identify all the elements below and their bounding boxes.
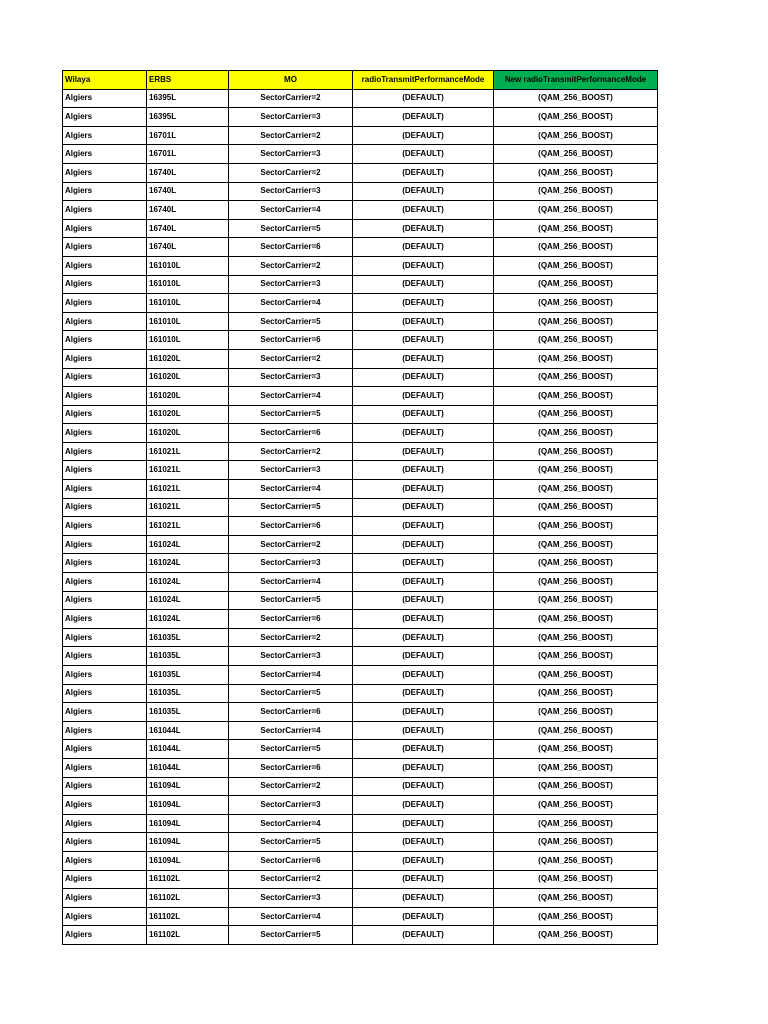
mo-cell[interactable]: SectorCarrier=4 bbox=[229, 907, 353, 926]
wilaya-cell[interactable]: Algiers bbox=[63, 480, 147, 499]
new-mode-cell[interactable]: (QAM_256_BOOST) bbox=[494, 108, 658, 127]
wilaya-cell[interactable]: Algiers bbox=[63, 591, 147, 610]
mode-cell[interactable]: (DEFAULT) bbox=[353, 442, 494, 461]
erbs-cell[interactable]: 16701L bbox=[147, 145, 229, 164]
mo-cell[interactable]: SectorCarrier=2 bbox=[229, 870, 353, 889]
table-row bbox=[63, 480, 658, 499]
erbs-cell[interactable]: 161035L bbox=[147, 628, 229, 647]
new-mode-cell[interactable]: (QAM_256_BOOST) bbox=[494, 666, 658, 685]
new-mode-cell[interactable]: (QAM_256_BOOST) bbox=[494, 796, 658, 815]
new-mode-cell[interactable]: (QAM_256_BOOST) bbox=[494, 442, 658, 461]
mode-cell[interactable]: (DEFAULT) bbox=[353, 517, 494, 536]
table-row bbox=[63, 740, 658, 759]
erbs-cell[interactable]: 161035L bbox=[147, 684, 229, 703]
mode-cell[interactable]: (DEFAULT) bbox=[353, 926, 494, 945]
new-mode-cell[interactable]: (QAM_256_BOOST) bbox=[494, 145, 658, 164]
table-row bbox=[63, 535, 658, 554]
mode-cell[interactable]: (DEFAULT) bbox=[353, 238, 494, 257]
table-row bbox=[63, 721, 658, 740]
wilaya-cell[interactable]: Algiers bbox=[63, 907, 147, 926]
mo-cell[interactable]: SectorCarrier=6 bbox=[229, 517, 353, 536]
table-row bbox=[63, 554, 658, 573]
new-mode-cell[interactable]: (QAM_256_BOOST) bbox=[494, 721, 658, 740]
mo-cell[interactable]: SectorCarrier=5 bbox=[229, 312, 353, 331]
wilaya-cell[interactable]: Algiers bbox=[63, 387, 147, 406]
new-mode-cell[interactable]: (QAM_256_BOOST) bbox=[494, 498, 658, 517]
new-mode-cell[interactable]: (QAM_256_BOOST) bbox=[494, 89, 658, 108]
table-row bbox=[63, 387, 658, 406]
mo-cell[interactable]: SectorCarrier=2 bbox=[229, 126, 353, 145]
wilaya-cell[interactable]: Algiers bbox=[63, 89, 147, 108]
new-mode-cell[interactable]: (QAM_256_BOOST) bbox=[494, 275, 658, 294]
wilaya-cell[interactable]: Algiers bbox=[63, 145, 147, 164]
wilaya-cell[interactable]: Algiers bbox=[63, 126, 147, 145]
table-row bbox=[63, 331, 658, 350]
mo-cell[interactable]: SectorCarrier=5 bbox=[229, 833, 353, 852]
new-mode-cell[interactable]: (QAM_256_BOOST) bbox=[494, 405, 658, 424]
mo-cell[interactable]: SectorCarrier=6 bbox=[229, 703, 353, 722]
mode-cell[interactable]: (DEFAULT) bbox=[353, 889, 494, 908]
wilaya-cell[interactable]: Algiers bbox=[63, 294, 147, 313]
mode-cell[interactable]: (DEFAULT) bbox=[353, 740, 494, 759]
table-row bbox=[63, 814, 658, 833]
wilaya-cell[interactable]: Algiers bbox=[63, 498, 147, 517]
header-erbs[interactable]: ERBS bbox=[147, 71, 229, 90]
wilaya-cell[interactable]: Algiers bbox=[63, 796, 147, 815]
table-row bbox=[63, 238, 658, 257]
table-row bbox=[63, 368, 658, 387]
table-row bbox=[63, 666, 658, 685]
mo-cell[interactable]: SectorCarrier=4 bbox=[229, 201, 353, 220]
mo-cell[interactable]: SectorCarrier=2 bbox=[229, 163, 353, 182]
mo-cell[interactable]: SectorCarrier=2 bbox=[229, 256, 353, 275]
new-mode-cell[interactable]: (QAM_256_BOOST) bbox=[494, 163, 658, 182]
erbs-cell[interactable]: 161021L bbox=[147, 498, 229, 517]
mo-cell[interactable]: SectorCarrier=2 bbox=[229, 442, 353, 461]
table-row bbox=[63, 628, 658, 647]
new-mode-cell[interactable]: (QAM_256_BOOST) bbox=[494, 907, 658, 926]
wilaya-cell[interactable]: Algiers bbox=[63, 517, 147, 536]
mode-cell[interactable]: (DEFAULT) bbox=[353, 480, 494, 499]
erbs-cell[interactable]: 161094L bbox=[147, 796, 229, 815]
erbs-cell[interactable]: 161024L bbox=[147, 610, 229, 629]
mode-cell[interactable]: (DEFAULT) bbox=[353, 256, 494, 275]
new-mode-cell[interactable]: (QAM_256_BOOST) bbox=[494, 628, 658, 647]
erbs-cell[interactable]: 161020L bbox=[147, 405, 229, 424]
mode-cell[interactable]: (DEFAULT) bbox=[353, 89, 494, 108]
wilaya-cell[interactable]: Algiers bbox=[63, 610, 147, 629]
table-row bbox=[63, 126, 658, 145]
mode-cell[interactable]: (DEFAULT) bbox=[353, 647, 494, 666]
wilaya-cell[interactable]: Algiers bbox=[63, 777, 147, 796]
wilaya-cell[interactable]: Algiers bbox=[63, 740, 147, 759]
table-row bbox=[63, 312, 658, 331]
erbs-cell[interactable]: 161021L bbox=[147, 517, 229, 536]
new-mode-cell[interactable]: (QAM_256_BOOST) bbox=[494, 480, 658, 499]
mode-cell[interactable]: (DEFAULT) bbox=[353, 814, 494, 833]
header-wilaya[interactable]: Wilaya bbox=[63, 71, 147, 90]
header-row bbox=[63, 71, 658, 90]
new-mode-cell[interactable]: (QAM_256_BOOST) bbox=[494, 554, 658, 573]
new-mode-cell[interactable]: (QAM_256_BOOST) bbox=[494, 851, 658, 870]
mode-cell[interactable]: (DEFAULT) bbox=[353, 387, 494, 406]
new-mode-cell[interactable]: (QAM_256_BOOST) bbox=[494, 814, 658, 833]
table-row bbox=[63, 89, 658, 108]
erbs-cell[interactable]: 161020L bbox=[147, 368, 229, 387]
erbs-cell[interactable]: 161102L bbox=[147, 870, 229, 889]
table-row bbox=[63, 461, 658, 480]
wilaya-cell[interactable]: Algiers bbox=[63, 312, 147, 331]
table-row bbox=[63, 851, 658, 870]
table-row bbox=[63, 777, 658, 796]
mo-cell[interactable]: SectorCarrier=5 bbox=[229, 926, 353, 945]
table-row bbox=[63, 684, 658, 703]
mo-cell[interactable]: SectorCarrier=5 bbox=[229, 740, 353, 759]
new-mode-cell[interactable]: (QAM_256_BOOST) bbox=[494, 238, 658, 257]
erbs-cell[interactable]: 161021L bbox=[147, 461, 229, 480]
mo-cell[interactable]: SectorCarrier=4 bbox=[229, 387, 353, 406]
mo-cell[interactable]: SectorCarrier=2 bbox=[229, 628, 353, 647]
mo-cell[interactable]: SectorCarrier=5 bbox=[229, 405, 353, 424]
mode-cell[interactable]: (DEFAULT) bbox=[353, 145, 494, 164]
new-mode-cell[interactable]: (QAM_256_BOOST) bbox=[494, 349, 658, 368]
erbs-cell[interactable]: 16395L bbox=[147, 89, 229, 108]
header-radio-transmit-mode[interactable]: radioTransmitPerformanceMode bbox=[353, 71, 494, 90]
mo-cell[interactable]: SectorCarrier=6 bbox=[229, 758, 353, 777]
new-mode-cell[interactable]: (QAM_256_BOOST) bbox=[494, 424, 658, 443]
mo-cell[interactable]: SectorCarrier=5 bbox=[229, 591, 353, 610]
mode-cell[interactable]: (DEFAULT) bbox=[353, 219, 494, 238]
erbs-cell[interactable]: 161020L bbox=[147, 349, 229, 368]
table-row bbox=[63, 108, 658, 127]
erbs-cell[interactable]: 161010L bbox=[147, 256, 229, 275]
table-row bbox=[63, 275, 658, 294]
table-row bbox=[63, 926, 658, 945]
erbs-cell[interactable]: 161024L bbox=[147, 591, 229, 610]
mo-cell[interactable]: SectorCarrier=5 bbox=[229, 684, 353, 703]
wilaya-cell[interactable]: Algiers bbox=[63, 442, 147, 461]
erbs-cell[interactable]: 161044L bbox=[147, 758, 229, 777]
mo-cell[interactable]: SectorCarrier=3 bbox=[229, 647, 353, 666]
table-row bbox=[63, 145, 658, 164]
mo-cell[interactable]: SectorCarrier=6 bbox=[229, 238, 353, 257]
new-mode-cell[interactable]: (QAM_256_BOOST) bbox=[494, 517, 658, 536]
mode-cell[interactable]: (DEFAULT) bbox=[353, 721, 494, 740]
new-mode-cell[interactable]: (QAM_256_BOOST) bbox=[494, 126, 658, 145]
wilaya-cell[interactable]: Algiers bbox=[63, 926, 147, 945]
wilaya-cell[interactable]: Algiers bbox=[63, 238, 147, 257]
table-row bbox=[63, 256, 658, 275]
erbs-cell[interactable]: 161044L bbox=[147, 721, 229, 740]
new-mode-cell[interactable]: (QAM_256_BOOST) bbox=[494, 647, 658, 666]
wilaya-cell[interactable]: Algiers bbox=[63, 870, 147, 889]
erbs-cell[interactable]: 16740L bbox=[147, 201, 229, 220]
spreadsheet-table bbox=[62, 70, 658, 945]
erbs-cell[interactable]: 161094L bbox=[147, 777, 229, 796]
mo-cell[interactable]: SectorCarrier=4 bbox=[229, 573, 353, 592]
new-mode-cell[interactable]: (QAM_256_BOOST) bbox=[494, 294, 658, 313]
wilaya-cell[interactable]: Algiers bbox=[63, 628, 147, 647]
mo-cell[interactable]: SectorCarrier=2 bbox=[229, 89, 353, 108]
erbs-cell[interactable]: 161094L bbox=[147, 814, 229, 833]
new-mode-cell[interactable]: (QAM_256_BOOST) bbox=[494, 833, 658, 852]
mo-cell[interactable]: SectorCarrier=6 bbox=[229, 331, 353, 350]
mo-cell[interactable]: SectorCarrier=3 bbox=[229, 796, 353, 815]
erbs-cell[interactable]: 161020L bbox=[147, 424, 229, 443]
mode-cell[interactable]: (DEFAULT) bbox=[353, 331, 494, 350]
new-mode-cell[interactable]: (QAM_256_BOOST) bbox=[494, 926, 658, 945]
wilaya-cell[interactable]: Algiers bbox=[63, 535, 147, 554]
wilaya-cell[interactable]: Algiers bbox=[63, 163, 147, 182]
mo-cell[interactable]: SectorCarrier=4 bbox=[229, 721, 353, 740]
mo-cell[interactable]: SectorCarrier=3 bbox=[229, 275, 353, 294]
wilaya-cell[interactable]: Algiers bbox=[63, 703, 147, 722]
mode-cell[interactable]: (DEFAULT) bbox=[353, 703, 494, 722]
table-row bbox=[63, 907, 658, 926]
erbs-cell[interactable]: 161044L bbox=[147, 740, 229, 759]
new-mode-cell[interactable]: (QAM_256_BOOST) bbox=[494, 219, 658, 238]
mode-cell[interactable]: (DEFAULT) bbox=[353, 796, 494, 815]
erbs-cell[interactable]: 16740L bbox=[147, 182, 229, 201]
table-row bbox=[63, 833, 658, 852]
mode-cell[interactable]: (DEFAULT) bbox=[353, 498, 494, 517]
mode-cell[interactable]: (DEFAULT) bbox=[353, 684, 494, 703]
new-mode-cell[interactable]: (QAM_256_BOOST) bbox=[494, 368, 658, 387]
wilaya-cell[interactable]: Algiers bbox=[63, 833, 147, 852]
erbs-cell[interactable]: 161094L bbox=[147, 833, 229, 852]
wilaya-cell[interactable]: Algiers bbox=[63, 368, 147, 387]
mode-cell[interactable]: (DEFAULT) bbox=[353, 591, 494, 610]
wilaya-cell[interactable]: Algiers bbox=[63, 424, 147, 443]
wilaya-cell[interactable]: Algiers bbox=[63, 814, 147, 833]
table-row bbox=[63, 610, 658, 629]
mode-cell[interactable]: (DEFAULT) bbox=[353, 405, 494, 424]
erbs-cell[interactable]: 161024L bbox=[147, 535, 229, 554]
wilaya-cell[interactable]: Algiers bbox=[63, 405, 147, 424]
new-mode-cell[interactable]: (QAM_256_BOOST) bbox=[494, 591, 658, 610]
table-row bbox=[63, 201, 658, 220]
table-row bbox=[63, 349, 658, 368]
table-row bbox=[63, 796, 658, 815]
erbs-cell[interactable]: 161102L bbox=[147, 926, 229, 945]
new-mode-cell[interactable]: (QAM_256_BOOST) bbox=[494, 256, 658, 275]
table-row bbox=[63, 442, 658, 461]
mo-cell[interactable]: SectorCarrier=3 bbox=[229, 145, 353, 164]
mode-cell[interactable]: (DEFAULT) bbox=[353, 349, 494, 368]
wilaya-cell[interactable]: Algiers bbox=[63, 219, 147, 238]
table-row bbox=[63, 498, 658, 517]
new-mode-cell[interactable]: (QAM_256_BOOST) bbox=[494, 870, 658, 889]
mo-cell[interactable]: SectorCarrier=3 bbox=[229, 461, 353, 480]
erbs-cell[interactable]: 161035L bbox=[147, 703, 229, 722]
wilaya-cell[interactable]: Algiers bbox=[63, 851, 147, 870]
wilaya-cell[interactable]: Algiers bbox=[63, 554, 147, 573]
table-row bbox=[63, 703, 658, 722]
mo-cell[interactable]: SectorCarrier=4 bbox=[229, 666, 353, 685]
erbs-cell[interactable]: 161102L bbox=[147, 907, 229, 926]
wilaya-cell[interactable]: Algiers bbox=[63, 573, 147, 592]
new-mode-cell[interactable]: (QAM_256_BOOST) bbox=[494, 758, 658, 777]
mo-cell[interactable]: SectorCarrier=3 bbox=[229, 554, 353, 573]
mo-cell[interactable]: SectorCarrier=2 bbox=[229, 349, 353, 368]
erbs-cell[interactable]: 16395L bbox=[147, 108, 229, 127]
new-mode-cell[interactable]: (QAM_256_BOOST) bbox=[494, 740, 658, 759]
mo-cell[interactable]: SectorCarrier=4 bbox=[229, 294, 353, 313]
mode-cell[interactable]: (DEFAULT) bbox=[353, 201, 494, 220]
table-row bbox=[63, 219, 658, 238]
wilaya-cell[interactable]: Algiers bbox=[63, 889, 147, 908]
new-mode-cell[interactable]: (QAM_256_BOOST) bbox=[494, 331, 658, 350]
mo-cell[interactable]: SectorCarrier=3 bbox=[229, 889, 353, 908]
mode-cell[interactable]: (DEFAULT) bbox=[353, 758, 494, 777]
mode-cell[interactable]: (DEFAULT) bbox=[353, 126, 494, 145]
mo-cell[interactable]: SectorCarrier=5 bbox=[229, 498, 353, 517]
mode-cell[interactable]: (DEFAULT) bbox=[353, 554, 494, 573]
table-row bbox=[63, 517, 658, 536]
header-mo[interactable]: MO bbox=[229, 71, 353, 90]
wilaya-cell[interactable]: Algiers bbox=[63, 684, 147, 703]
new-mode-cell[interactable]: (QAM_256_BOOST) bbox=[494, 387, 658, 406]
new-mode-cell[interactable]: (QAM_256_BOOST) bbox=[494, 535, 658, 554]
erbs-cell[interactable]: 161010L bbox=[147, 331, 229, 350]
erbs-cell[interactable]: 161010L bbox=[147, 312, 229, 331]
mo-cell[interactable]: SectorCarrier=4 bbox=[229, 480, 353, 499]
erbs-cell[interactable]: 16740L bbox=[147, 219, 229, 238]
mo-cell[interactable]: SectorCarrier=6 bbox=[229, 424, 353, 443]
new-mode-cell[interactable]: (QAM_256_BOOST) bbox=[494, 201, 658, 220]
table-row bbox=[63, 889, 658, 908]
erbs-cell[interactable]: 161035L bbox=[147, 647, 229, 666]
wilaya-cell[interactable]: Algiers bbox=[63, 461, 147, 480]
mode-cell[interactable]: (DEFAULT) bbox=[353, 461, 494, 480]
new-mode-cell[interactable]: (QAM_256_BOOST) bbox=[494, 889, 658, 908]
table-row bbox=[63, 870, 658, 889]
new-mode-cell[interactable]: (QAM_256_BOOST) bbox=[494, 777, 658, 796]
table-row bbox=[63, 758, 658, 777]
mode-cell[interactable]: (DEFAULT) bbox=[353, 870, 494, 889]
mode-cell[interactable]: (DEFAULT) bbox=[353, 294, 494, 313]
erbs-cell[interactable]: 16740L bbox=[147, 238, 229, 257]
mo-cell[interactable]: SectorCarrier=3 bbox=[229, 108, 353, 127]
new-mode-cell[interactable]: (QAM_256_BOOST) bbox=[494, 610, 658, 629]
new-mode-cell[interactable]: (QAM_256_BOOST) bbox=[494, 684, 658, 703]
mode-cell[interactable]: (DEFAULT) bbox=[353, 275, 494, 294]
mo-cell[interactable]: SectorCarrier=3 bbox=[229, 182, 353, 201]
mode-cell[interactable]: (DEFAULT) bbox=[353, 573, 494, 592]
wilaya-cell[interactable]: Algiers bbox=[63, 721, 147, 740]
mode-cell[interactable]: (DEFAULT) bbox=[353, 163, 494, 182]
mo-cell[interactable]: SectorCarrier=6 bbox=[229, 610, 353, 629]
wilaya-cell[interactable]: Algiers bbox=[63, 275, 147, 294]
mo-cell[interactable]: SectorCarrier=4 bbox=[229, 814, 353, 833]
mode-cell[interactable]: (DEFAULT) bbox=[353, 833, 494, 852]
table-row bbox=[63, 573, 658, 592]
erbs-cell[interactable]: 161035L bbox=[147, 666, 229, 685]
header-row-group bbox=[63, 71, 658, 90]
erbs-cell[interactable]: 161010L bbox=[147, 275, 229, 294]
mo-cell[interactable]: SectorCarrier=2 bbox=[229, 535, 353, 554]
mode-cell[interactable]: (DEFAULT) bbox=[353, 851, 494, 870]
mode-cell[interactable]: (DEFAULT) bbox=[353, 610, 494, 629]
mode-cell[interactable]: (DEFAULT) bbox=[353, 777, 494, 796]
erbs-cell[interactable]: 161021L bbox=[147, 480, 229, 499]
wilaya-cell[interactable]: Algiers bbox=[63, 666, 147, 685]
wilaya-cell[interactable]: Algiers bbox=[63, 647, 147, 666]
table-row bbox=[63, 294, 658, 313]
mode-cell[interactable]: (DEFAULT) bbox=[353, 424, 494, 443]
table-row bbox=[63, 424, 658, 443]
mode-cell[interactable]: (DEFAULT) bbox=[353, 907, 494, 926]
wilaya-cell[interactable]: Algiers bbox=[63, 331, 147, 350]
erbs-cell[interactable]: 161010L bbox=[147, 294, 229, 313]
mode-cell[interactable]: (DEFAULT) bbox=[353, 666, 494, 685]
wilaya-cell[interactable]: Algiers bbox=[63, 182, 147, 201]
table-row bbox=[63, 182, 658, 201]
erbs-cell[interactable]: 161024L bbox=[147, 554, 229, 573]
erbs-cell[interactable]: 16740L bbox=[147, 163, 229, 182]
wilaya-cell[interactable]: Algiers bbox=[63, 256, 147, 275]
wilaya-cell[interactable]: Algiers bbox=[63, 201, 147, 220]
table-row bbox=[63, 591, 658, 610]
erbs-cell[interactable]: 161021L bbox=[147, 442, 229, 461]
wilaya-cell[interactable]: Algiers bbox=[63, 108, 147, 127]
wilaya-cell[interactable]: Algiers bbox=[63, 758, 147, 777]
new-mode-cell[interactable]: (QAM_256_BOOST) bbox=[494, 312, 658, 331]
erbs-cell[interactable]: 16701L bbox=[147, 126, 229, 145]
erbs-cell[interactable]: 161094L bbox=[147, 851, 229, 870]
table-body bbox=[63, 89, 658, 944]
header-new-radio-transmit-mode[interactable]: New radioTransmitPerformanceMode bbox=[494, 71, 658, 90]
table-row bbox=[63, 647, 658, 666]
wilaya-cell[interactable]: Algiers bbox=[63, 349, 147, 368]
mode-cell[interactable]: (DEFAULT) bbox=[353, 182, 494, 201]
table-row bbox=[63, 405, 658, 424]
erbs-cell[interactable]: 161024L bbox=[147, 573, 229, 592]
erbs-cell[interactable]: 161102L bbox=[147, 889, 229, 908]
mode-cell[interactable]: (DEFAULT) bbox=[353, 312, 494, 331]
mode-cell[interactable]: (DEFAULT) bbox=[353, 368, 494, 387]
mo-cell[interactable]: SectorCarrier=6 bbox=[229, 851, 353, 870]
mo-cell[interactable]: SectorCarrier=3 bbox=[229, 368, 353, 387]
new-mode-cell[interactable]: (QAM_256_BOOST) bbox=[494, 703, 658, 722]
new-mode-cell[interactable]: (QAM_256_BOOST) bbox=[494, 461, 658, 480]
new-mode-cell[interactable]: (QAM_256_BOOST) bbox=[494, 182, 658, 201]
table-row bbox=[63, 163, 658, 182]
mode-cell[interactable]: (DEFAULT) bbox=[353, 628, 494, 647]
new-mode-cell[interactable]: (QAM_256_BOOST) bbox=[494, 573, 658, 592]
mode-cell[interactable]: (DEFAULT) bbox=[353, 535, 494, 554]
erbs-cell[interactable]: 161020L bbox=[147, 387, 229, 406]
mode-cell[interactable]: (DEFAULT) bbox=[353, 108, 494, 127]
mo-cell[interactable]: SectorCarrier=2 bbox=[229, 777, 353, 796]
mo-cell[interactable]: SectorCarrier=5 bbox=[229, 219, 353, 238]
